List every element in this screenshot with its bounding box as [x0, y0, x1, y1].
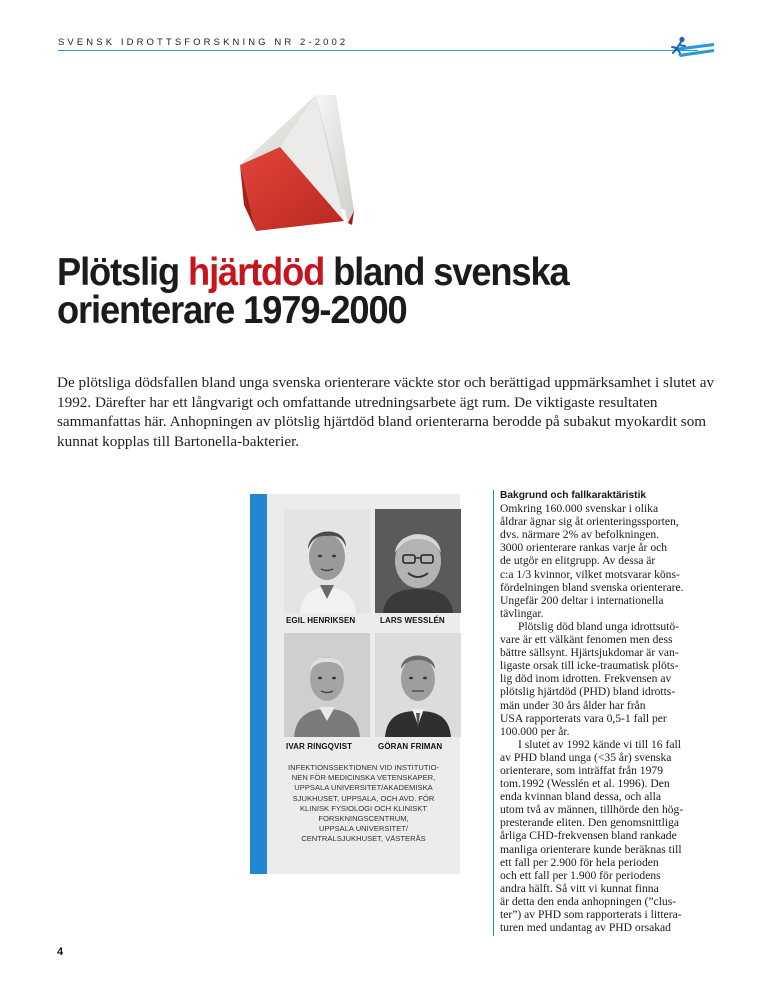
author-name: IVAR RINGQVIST [286, 742, 353, 751]
affiliation-line: SJUKHUSET, UPPSALA, OCH AVD. FÖR [292, 793, 435, 803]
body-line: ter”) av PHD som rapporterats i littera- [500, 908, 682, 921]
author-photo-goran-friman [375, 633, 461, 737]
body-line: enda kvinnan bland dessa, och alla [500, 790, 661, 804]
running-head: SVENSK IDROTTSFORSKNING NR 2-2002 [58, 37, 349, 48]
affiliation-line: UPPSALA UNIVERSITET/ [318, 824, 409, 834]
body-line: c:a 1/3 kvinnor, vilket motsvarar köns- [500, 567, 680, 581]
author-photo-lars-wesslen [375, 509, 461, 613]
body-line: orienterare, som inträffat från 1979 [500, 763, 663, 777]
author-name: EGIL HENRIKSEN [286, 616, 356, 625]
article-title [57, 251, 689, 332]
lead-paragraph: De plötsliga dödsfallen bland unga svenska orienterare väckte stor och berättigad uppmärksamhet i slutet av 1992. Därefter har ett långvarigt och omfattande utredningsarbete ägt rum. De viktigaste resultaten sammanfattas här. Anhopningen av plötslig hjärtdöd bland orienterarna berodde på subakut myokardit som kunnat kopplas till Bartonella-bakterier. [57, 374, 715, 450]
body-line: är detta den enda anhopningen (”clus- [500, 894, 677, 908]
body-line: Ungefär 200 deltar i internationella [500, 593, 664, 607]
column-rule [493, 490, 494, 936]
affiliation-line: KLINISK FYSIOLOGI OCH KLINISKT [299, 803, 428, 813]
body-line: Omkring 160.000 svenskar i olika [500, 502, 659, 516]
author-name: LARS WESSLÉN [380, 616, 445, 625]
title-highlight: hjärtdöd [188, 251, 325, 294]
title-part1: Plötslig [57, 251, 189, 294]
body-line: och ett fall per 1.900 för periodens [500, 868, 661, 882]
body-line: dvs. närmare 2% av befolkningen. [500, 528, 660, 542]
body-line: de utgör en elitgrupp. Av dessa är [500, 554, 656, 568]
title-line2: orienterare 1979-2000 [57, 289, 407, 332]
body-column [500, 489, 716, 934]
body-line: turen med undantag av PHD orsakad [500, 921, 671, 935]
header-rule [58, 50, 698, 51]
title-part2: bland svenska [324, 251, 569, 294]
body-line: åldrar ägnar sig åt orienteringssporten, [500, 515, 679, 529]
page-number: 4 [57, 946, 64, 958]
body-line: 3000 orienterare rankas varje år och [500, 541, 668, 555]
body-line: tävlingar. [500, 606, 544, 620]
body-line: andra hälft. Så vitt vi kunnat finna [500, 881, 659, 895]
body-line: bättre sällsynt. Hjärtsjukdomar är van- [500, 646, 679, 660]
author-photo-egil-henriksen [284, 509, 370, 613]
body-line: fördelningen bland svenska orienterare. [500, 580, 684, 594]
body-line: presterande eliten. Den genomsnittliga [500, 816, 680, 830]
body-line: av PHD bland unga (<35 år) svenska [500, 750, 672, 764]
body-line: utom två av männen, tillhörde den hög- [500, 803, 684, 817]
body-line: manliga orienterare kunde beräknas till [500, 842, 682, 856]
author-name: GÖRAN FRIMAN [378, 742, 443, 751]
body-line: vare är ett välkänt fenomen men dess [500, 633, 673, 647]
body-line: ett fall per 2.900 för hela perioden [500, 855, 659, 869]
body-line: plötslig hjärtdöd (PHD) bland idrotts- [500, 685, 676, 699]
affiliation-line: INFEKTIONSSEKTIONEN VID INSTITUTIO- [287, 763, 440, 772]
runner-logo-icon [668, 36, 716, 62]
author-photo-ivar-ringqvist [284, 633, 370, 737]
body-line: lig död inom idrotten. Frekvensen av [500, 672, 672, 686]
affiliation-line: NEN FÖR MEDICINSKA VETENSKAPER, [291, 773, 436, 783]
affiliation-line: FORSKNINGSCENTRUM, [318, 814, 409, 824]
section-heading: Bakgrund och fallkaraktäristik [500, 490, 647, 501]
author-affiliation [276, 763, 451, 845]
affiliation-line: CENTRALSJUKHUSET, VÄSTERÅS [301, 834, 426, 844]
body-line: 100.000 per år. [500, 724, 570, 738]
orienteering-flag-photo [236, 93, 376, 243]
body-line: USA rapporterats vara 0,5-1 fall per [500, 711, 667, 725]
body-line: män under 30 års ålder har från [500, 698, 646, 712]
body-line: ligaste orsak till icke-traumatisk plöts- [500, 659, 679, 673]
author-box-accent-bar [250, 494, 267, 874]
body-line: årliga CHD-frekvensen bland rankade [500, 829, 677, 843]
body-line: Plötslig död bland unga idrottsutö- [518, 619, 680, 633]
affiliation-line: UPPSALA UNIVERSITET/AKADEMISKA [294, 783, 433, 793]
body-line: tom.1992 (Wesslén et al. 1996). Den [500, 777, 670, 791]
body-line: I slutet av 1992 kände vi till 16 fall [518, 737, 681, 751]
